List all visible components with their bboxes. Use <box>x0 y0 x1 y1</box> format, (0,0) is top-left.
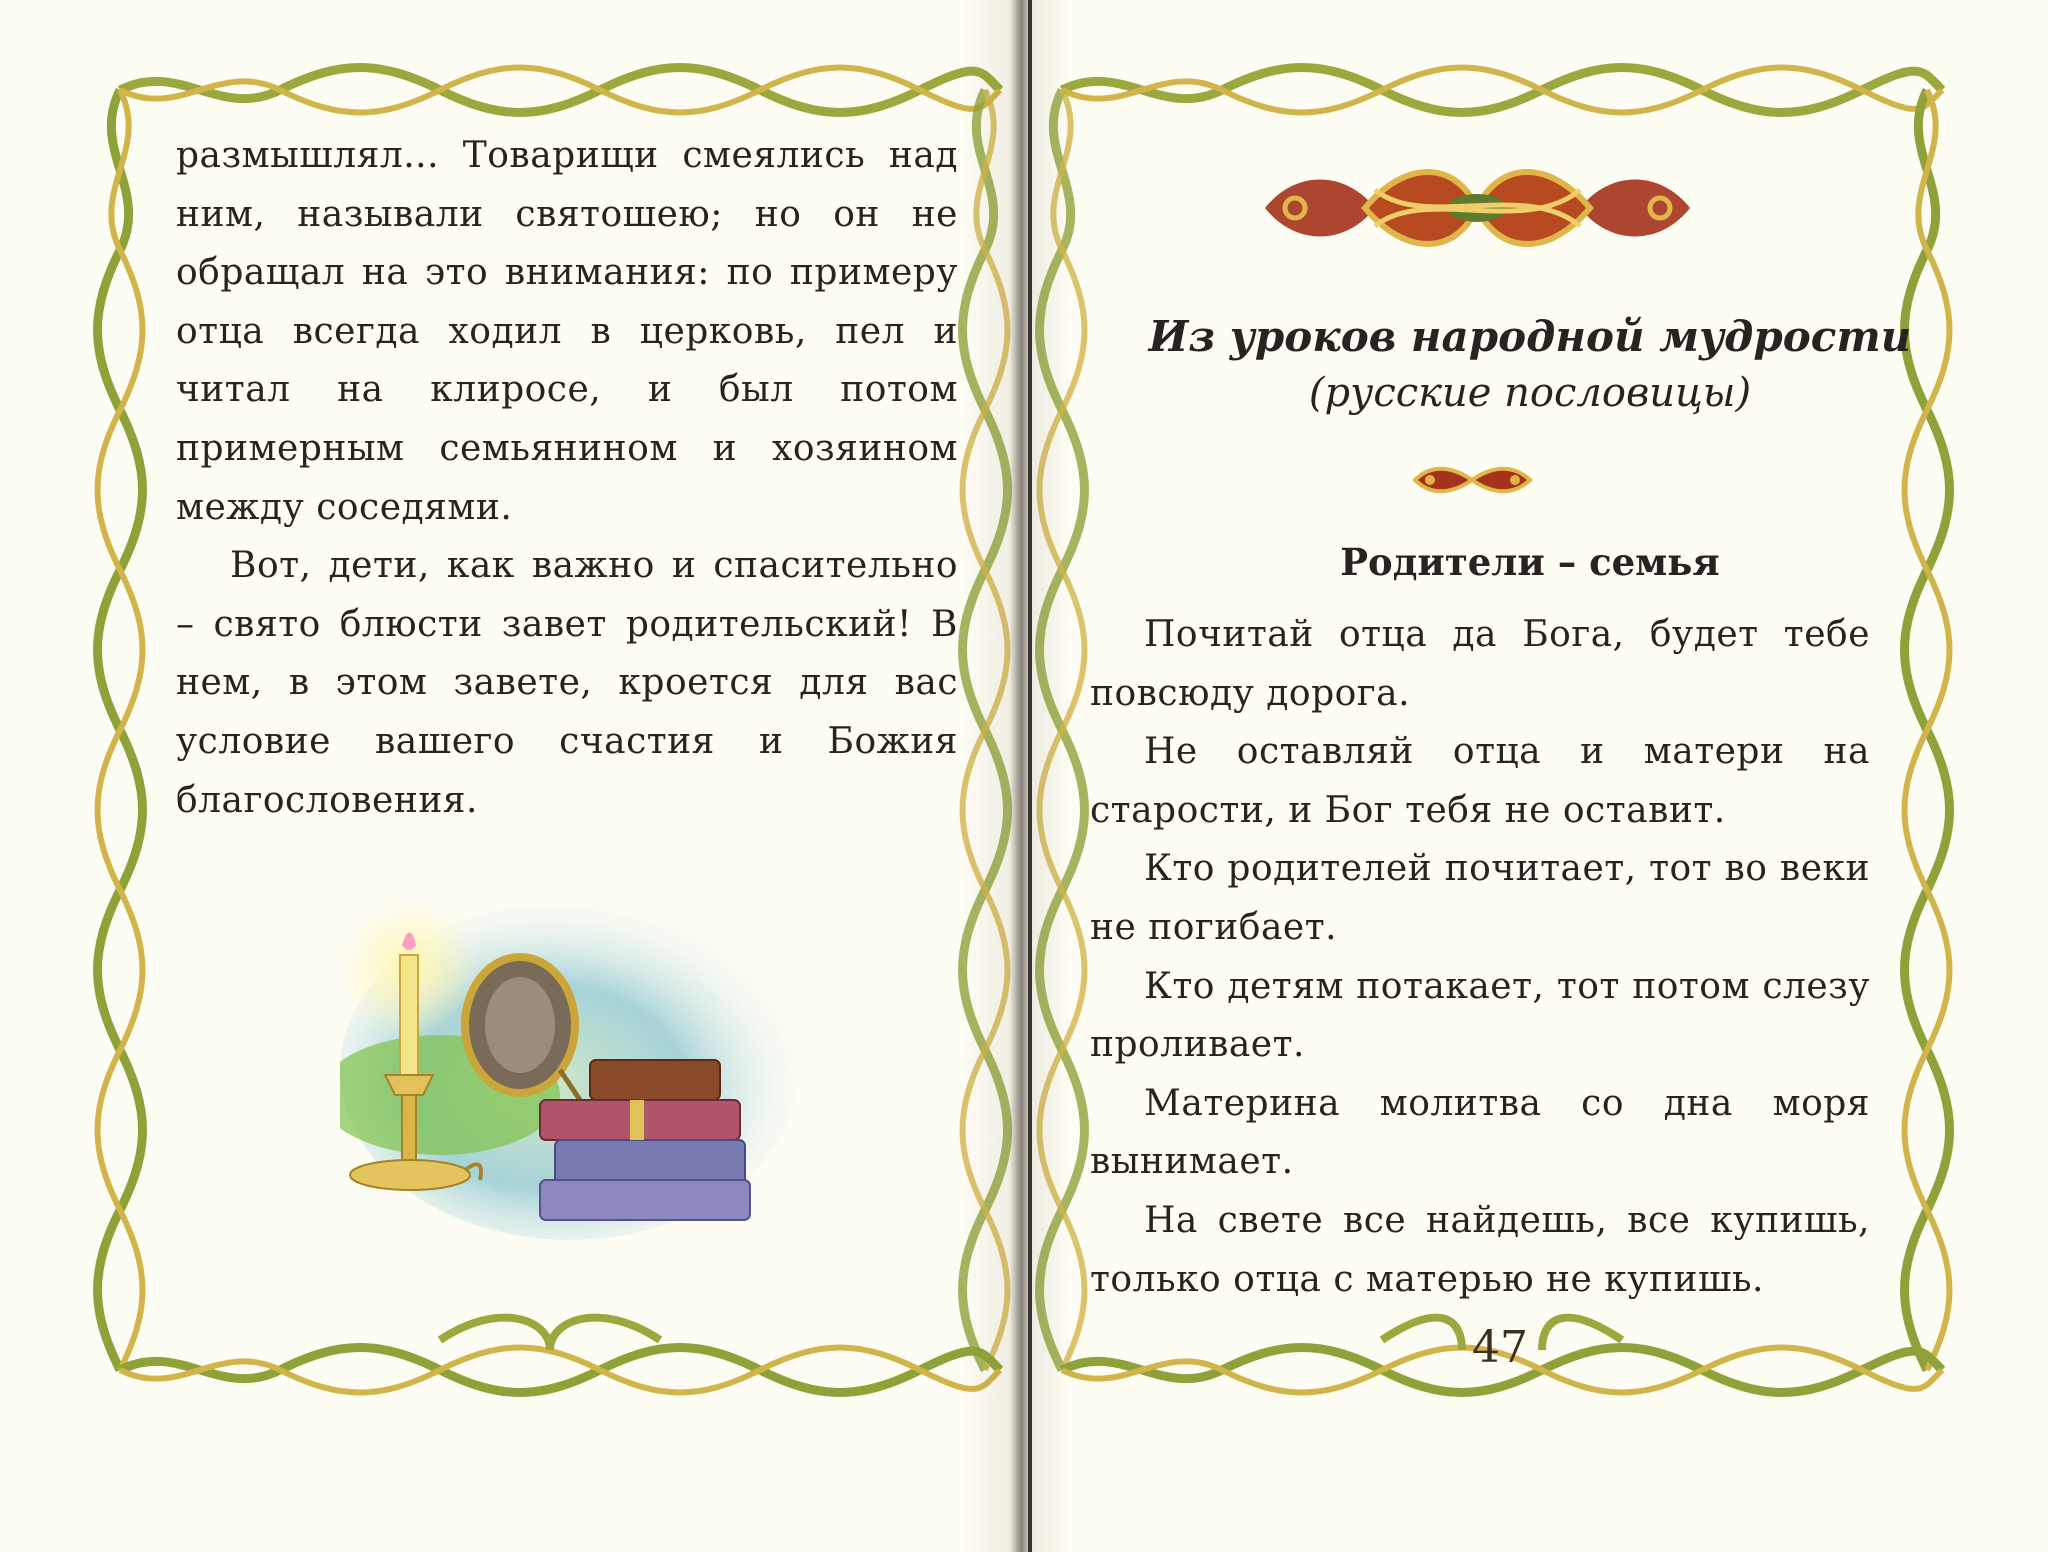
small-divider-ornament <box>1410 460 1535 500</box>
candle-books-illustration <box>340 880 800 1240</box>
left-paragraph-1: размышлял... Товарищи смеялись над ним, называли святошею; но он не обращал на это внимания: по примеру отца всегда ходил в церковь, пел и читал на клиросе, и был потом примерным семьянином и хозяином между соседями. <box>176 135 958 528</box>
book-gutter-shadow <box>960 0 1070 1552</box>
celtic-knot-ornament <box>1255 160 1700 255</box>
left-page-text <box>176 127 958 830</box>
proverb-item: Кто детям потакает, тот потом слезу проливает. <box>1090 965 1870 1066</box>
proverb-item: Не оставляй отца и матери на старости, и Бог тебя не оставит. <box>1090 731 1870 831</box>
proverb-item: Кто родителей почитает, тот во веки не погибает. <box>1090 848 1870 948</box>
proverb-item: Материна молитва со дна моря вынимает. <box>1090 1082 1870 1183</box>
section-title: Из уроков народной мудрости <box>1148 312 1912 361</box>
section-subtitle: (русские пословицы) <box>1308 370 1752 416</box>
proverb-item: Почитай отца да Бога, будет тебе повсюду дорога. <box>1090 614 1870 714</box>
proverb-item: На свете все найдешь, все купишь, только отца с матерью не купишь. <box>1090 1199 1870 1300</box>
proverbs-list <box>1090 606 1870 1309</box>
subsection-heading: Родители – семья <box>1340 540 1720 584</box>
left-paragraph-2: Вот, дети, как важно и спасительно – свято блюсти завет родительский! В нем, в этом завете, кроется для вас условие вашего счастия и Божия благословения. <box>176 545 958 821</box>
page-number: 47 <box>1472 1322 1528 1373</box>
page-fold <box>1028 0 1032 1552</box>
